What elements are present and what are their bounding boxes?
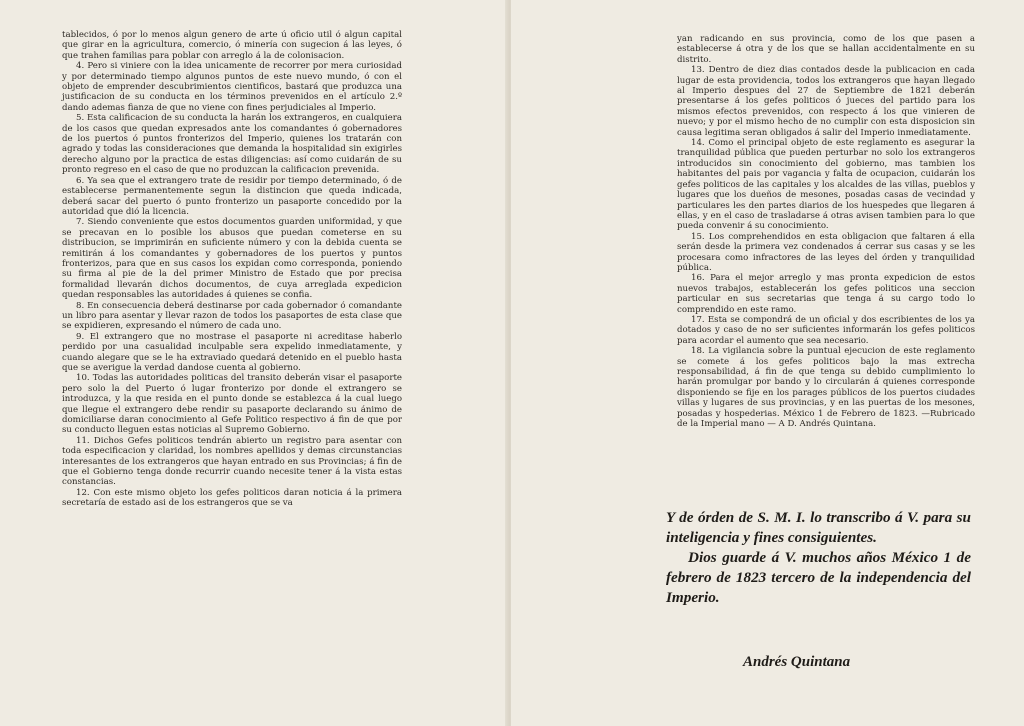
paragraph-8: 8. En consecuencia deberá destinarse por cada gobernador ó comandante un libro para asentar y llevar razon de todos los pasaportes de esta clase que se expidieren, expresando el número de cada uno. xyxy=(62,300,402,332)
right-text-column xyxy=(677,34,975,429)
paragraph-4: 4. Pero si viniere con la idea unicamente de recorrer por mera curiosidad y por determinado tiempo algunos puntos de este nuevo mundo, ó con el objeto de emprender descubrimientos cientificos, bastará que produzca una justificacion de su conducta en los términos prevenidos en el artículo 2.º dando ademas fianza de que no viene con fines perjudiciales al Imperio. xyxy=(62,61,402,113)
paragraph-11: 11. Dichos Gefes politicos tendrán abierto un registro para asentar con toda especificacion y claridad, los nombres apellidos y demas circunstancias interesantes de los extrangeros que hayan entrado en sus Provincias; á fin de que el Gobierno tenga donde recurrir cuando necesite tener á la vista estas constancias. xyxy=(62,435,402,488)
paragraph-16: 16. Para el mejor arreglo y mas pronta expedicion de estos nuevos trabajos, establecerán los gefes politicos una seccion particular en sus secretarias que tenga á su cargo todo lo comprendido en este ramo. xyxy=(677,273,975,315)
paragraph-fragment: tablecidos, ó por lo menos algun genero de arte ú oficio util ó algun capital que girar en la agricultura, comercio, ó minería con sugecion á las leyes, ó que trahen familias para poblar con arreglo á la de colonisacion. xyxy=(62,30,402,61)
paragraph-15: 15. Los comprehendidos en esta obligacion que faltaren á ella serán desde la primera vez condenados á cerrar sus casas y se les procesara como infractores de las leyes del órden y tranquilidad pública. xyxy=(677,231,975,273)
paragraph-14: 14. Como el principal objeto de este reglamento es asegurar la tranquilidad pública que pueden perturbar no solo los extrangeros introducidos sin conocimiento del gobierno, mas tambien los habitantes del pais por vagancia y falta de ocupacion, cuidarán los gefes politicos de las capitales y los alcaldes de las villas, pueblos y lugares que los dueños de mesones, posadas casas de vecindad y particulares les den partes diarios de los huespedes que llegaren á ellas, y en el caso de trasladarse á otras avisen tambien para lo que pueda convenir á su conocimiento. xyxy=(677,138,975,232)
paragraph-5: 5. Esta calificacion de su conducta la harán los extrangeros, en cualquiera de los casos que quedan expresados ante los comandantes ó gobernadores de los puertos ó puntos fronterizos del Imperio, quienes los tratarán con agrado y todas las consideraciones que demanda la hospitalidad sin exigirles derecho alguno por la practica de estas diligencias: así como cuidarán de su pronto regreso en el caso de que no produzcan la calificacion prevenida. xyxy=(62,113,402,176)
paragraph-9: 9. El extrangero que no mostrase el pasaporte ni acreditase haberlo perdido por una casualidad inculpable sera expelido inmediatamente, y cuando alegare que se le ha extraviado quedará detenido en el pueblo hasta que se averigue la verdad dandose cuenta al gobierno. xyxy=(62,331,402,373)
right-page xyxy=(511,0,1024,726)
left-text-column xyxy=(62,30,402,509)
paragraph-12: 12. Con este mismo objeto los gefes politicos daran noticia á la primera secretaría de estado asi de los estrangeros que se va xyxy=(62,487,402,509)
paragraph-10: 10. Todas las autoridades politicas del transito deberán visar el pasaporte pero solo la del Puerto ó lugar fronterizo por donde el extrangero se introduzca, y la que resida en el punto donde se establezca á la cual luego que llegue el extrangero debe rendir su pasaporte declarando su ánimo de domiciliarse daran conocimiento al Gefe Politico respectivo á fin de que por su conducto lleguen estas noticias al Supremo Gobierno. xyxy=(62,373,402,436)
signature: Andrés Quintana xyxy=(743,654,851,670)
paragraph-17: 17. Esta se compondrá de un oficial y dos escribientes de los ya dotados y caso de no ser suficientes informarán los gefes politicos para acordar el aumento que sea necesario. xyxy=(677,314,975,346)
closing-line-order: Y de órden de S. M. I. lo transcribo á V. para su inteligencia y fines consiguientes. xyxy=(666,509,971,546)
paragraph-13: 13. Dentro de diez dias contados desde la publicacion en cada lugar de esta providencia, todos los extrangeros que hayan llegado al Imperio despues del 27 de Septiembre de 1821 deberán presentarse á los gefes politicos ó jueces del partido para los mismos efectos prevenidos, con respecto á los que vinieren de nuevo; y por el mismo hecho de no cumplir con esta disposicion sin causa legitima seran obligados á salir del Imperio inmediatamente. xyxy=(677,65,975,138)
paragraph-18: 18. La vigilancia sobre la puntual ejecucion de este reglamento se comete á los gefes politicos bajo la mas extrecha responsabilidad, á fin de que tenga su debido cumplimiento lo harán promulgar por bando y lo circularán á quienes corresponde disponiendo se fije en los parages públicos de los puertos ciudades villas y lugares de sus provincias, y en las puertas de los mesones, posadas y hospederias. México 1 de Febrero de 1823. —Rubricado de la Imperial mano — A D. Andrés Quintana. xyxy=(677,346,975,430)
closing-statement xyxy=(666,508,971,608)
paragraph-6: 6. Ya sea que el extrangero trate de residir por tiempo determinado, ó de establecerse permanentemente segun la distincion que queda indicada, deberá sacar del puerto ó punto fronterizo un pasaporte concedido por la autoridad que dió la licencia. xyxy=(62,175,402,217)
closing-line-date: Dios guarde á V. muchos años México 1 de febrero de 1823 tercero de la independencia del Imperio. xyxy=(666,549,971,606)
paragraph-continuation: yan radicando en sus provincia, como de los que pasen a establecerse á otra y de los que se hallan accidentalmente en su distrito. xyxy=(677,34,975,65)
paragraph-7: 7. Siendo conveniente que estos documentos guarden uniformidad, y que se precavan en lo posible los abusos que puedan cometerse en su distribucion, se imprimirán en suficiente número y con la debida cuenta se remitirán á los comandantes y gobernadores de los puertos y puntos fronterizos, para que en sus casos los expidan como corresponda, poniendo su firma al pie de la del primer Ministro de Estado que por precisa formalidad llevarán dichos documentos, de cuya arreglada expedicion quedan responsables las autoridades á quienes se confia. xyxy=(62,217,402,301)
left-page xyxy=(0,0,509,726)
